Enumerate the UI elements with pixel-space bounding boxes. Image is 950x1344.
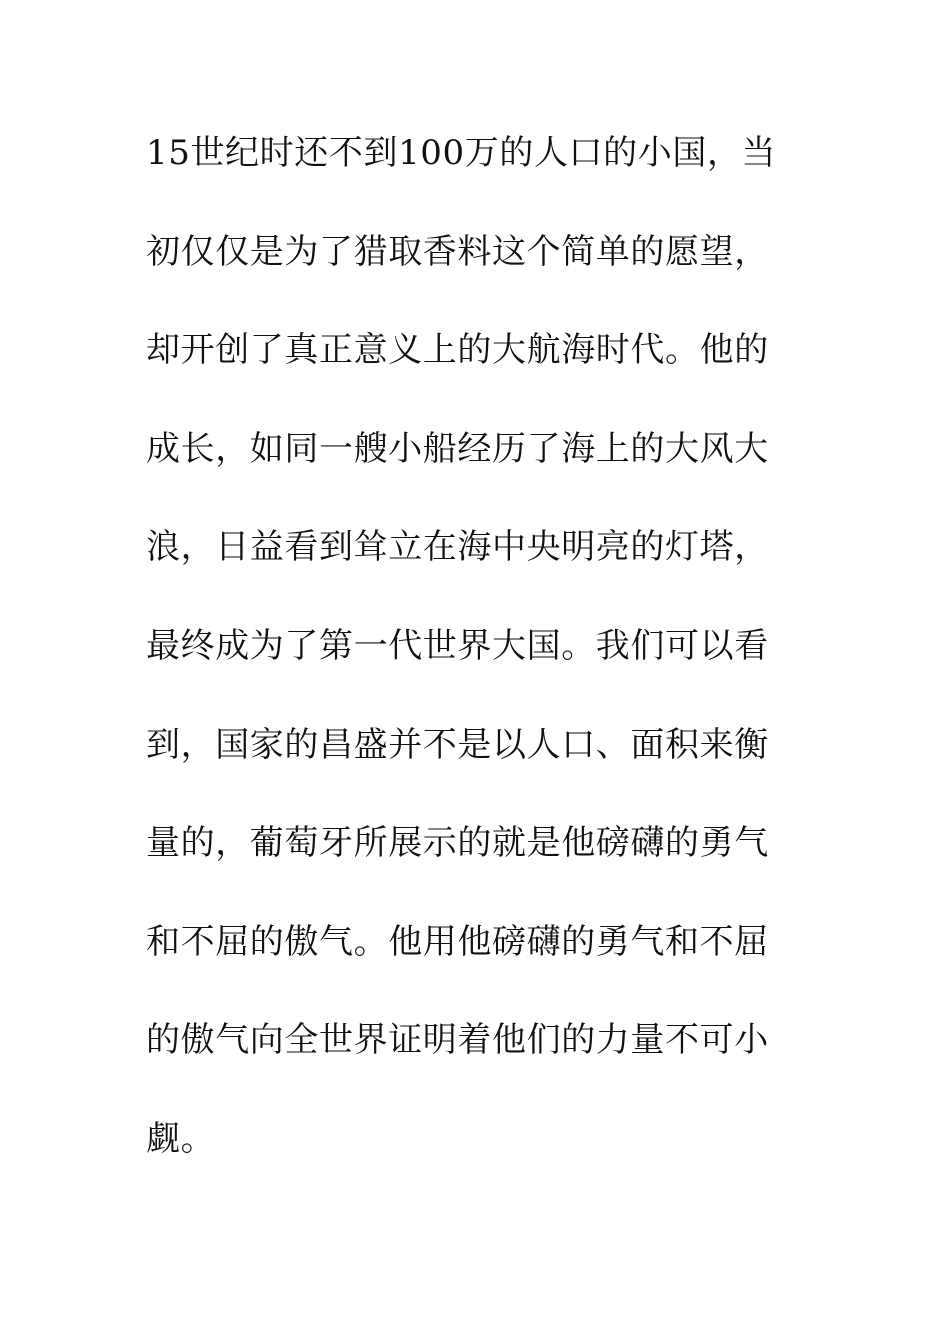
paragraph-line: 量的，葡萄牙所展示的就是他磅礴的勇气	[146, 823, 769, 864]
paragraph-line: 的傲气向全世界证明着他们的力量不可小	[146, 1020, 769, 1061]
paragraph-line: 却开创了真正意义上的大航海时代。他的	[146, 330, 769, 371]
paragraph-line: 成长，如同一艘小船经历了海上的大风大	[146, 428, 769, 469]
paragraph-line: 初仅仅是为了猎取香料这个简单的愿望，	[146, 231, 769, 272]
paragraph-line: 最终成为了第一代世界大国。我们可以看	[146, 625, 769, 666]
paragraph-line: 15世纪时还不到100万的人口的小国，当	[146, 133, 777, 173]
paragraph-line: 浪，日益看到耸立在海中央明亮的灯塔，	[146, 527, 769, 568]
body-paragraph	[146, 124, 826, 1209]
paragraph-line: 到，国家的昌盛并不是以人口、面积来衡	[146, 724, 769, 765]
paragraph-line: 和不屈的傲气。他用他磅礴的勇气和不屈	[146, 921, 769, 962]
paragraph-line: 觑。	[146, 1118, 216, 1159]
